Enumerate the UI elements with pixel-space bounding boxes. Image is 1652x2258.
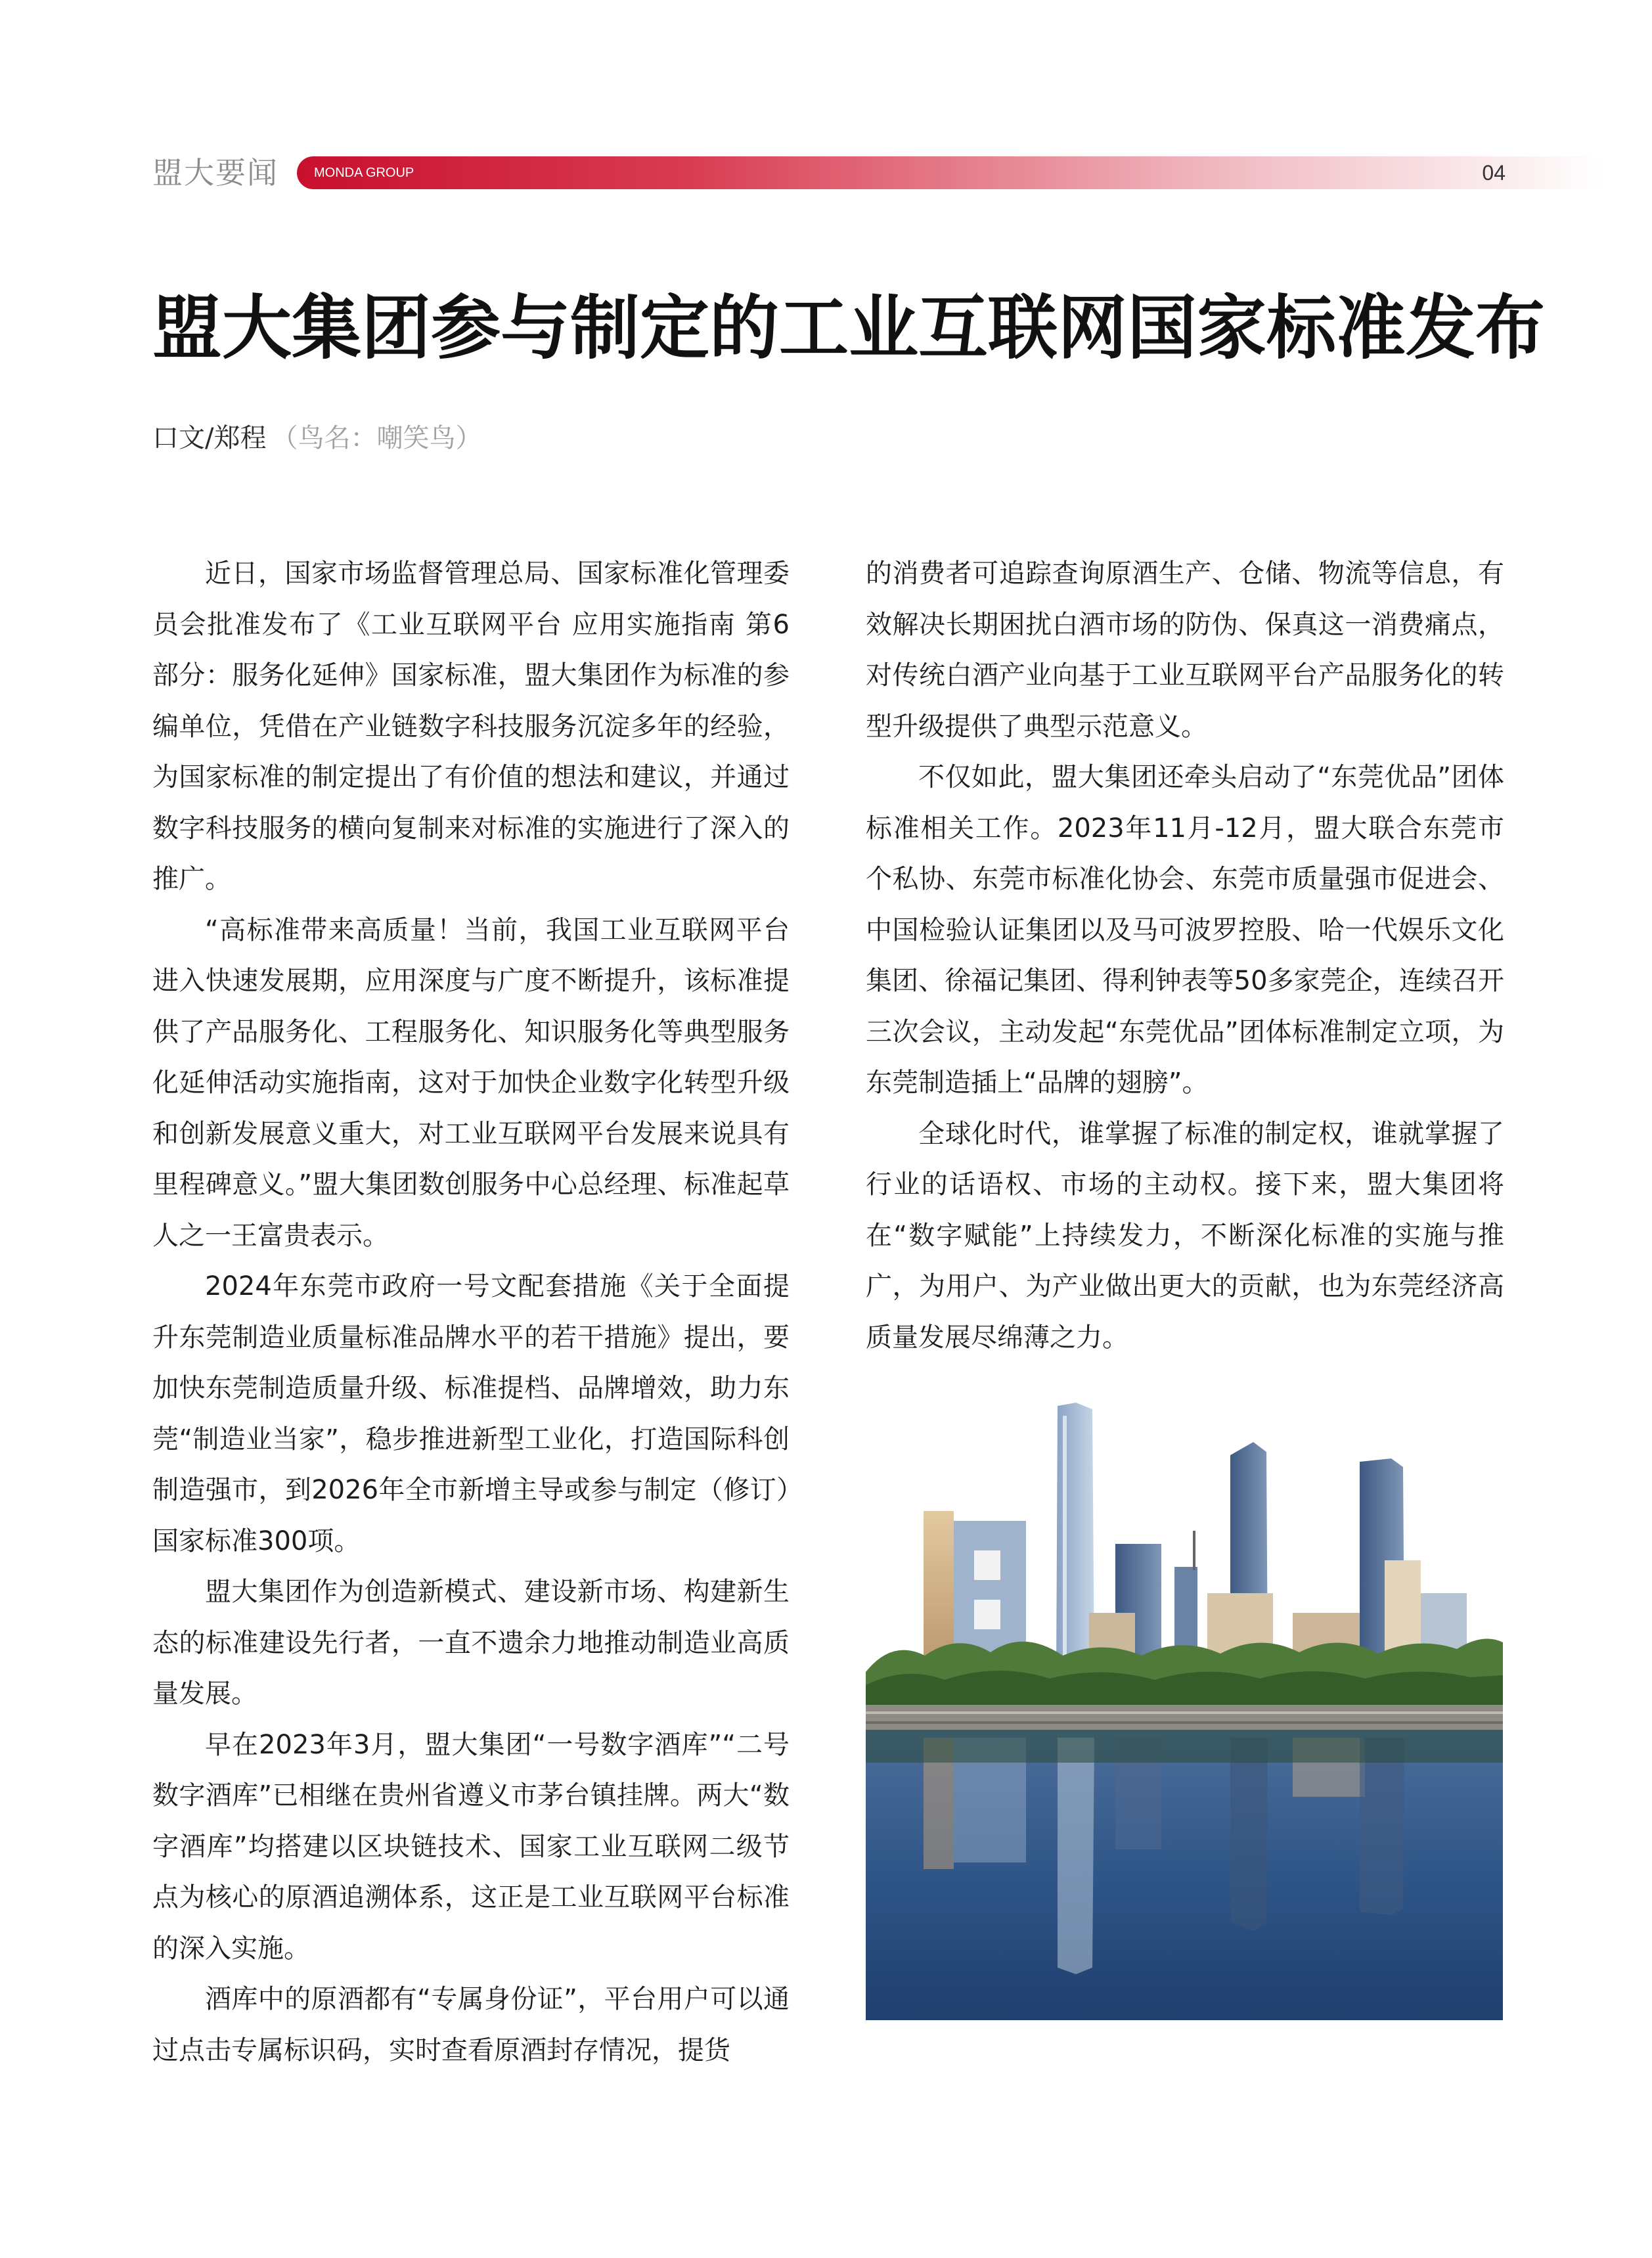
paragraph-continuation: 的消费者可追踪查询原酒生产、仓储、物流等信息，有效解决长期困扰白酒市场的防伪、保真这一消费痛点，对传统白酒产业向基于工业互联网平台产品服务化的转型升级提供了典型示范意义。: [866, 558, 1504, 742]
city-skyline-photo: [866, 1396, 1503, 2020]
paragraph: 早在2023年3月，盟大集团“一号数字酒库”“二号数字酒库”已相继在贵州省遵义市茅台镇挂牌。两大“数字酒库”均搭建以区块链技术、国家工业互联网二级节点为核心的原酒追溯体系，这正是工业互联网平台标准的深入实施。: [152, 1729, 790, 1964]
section-name: 盟大要闻: [152, 155, 279, 191]
paragraph: 不仅如此，盟大集团还牵头启动了“东莞优品”团体标准相关工作。2023年11月-12月，盟大联合东莞市个私协、东莞市标准化协会、东莞市质量强市促进会、中国检验认证集团以及马可波罗控股、哈一代娱乐文化集团、徐福记集团、得利钟表等50多家莞企，连续召开三次会议，主动发起“东莞优品”团体标准制定立项，为东莞制造插上“品牌的翅膀”。: [866, 762, 1504, 1098]
paragraph: “高标准带来高质量！当前，我国工业互联网平台进入快速发展期，应用深度与广度不断提升，该标准提供了产品服务化、工程服务化、知识服务化等典型服务化延伸活动实施指南，这对于加快企业数字化转型升级和创新发展意义重大，对工业互联网平台发展来说具有里程碑意义。”盟大集团数创服务中心总经理、标准起草人之一王富贵表示。: [152, 914, 790, 1251]
paragraph: 酒库中的原酒都有“专属身份证”，平台用户可以通过点击专属标识码，实时查看原酒封存情况，提货: [152, 1984, 790, 2066]
city-skyline-illustration: [866, 1396, 1503, 2020]
article-column-left: [152, 549, 790, 2076]
article-title: 盟大集团参与制定的工业互联网国家标准发布: [152, 288, 1545, 369]
paragraph: 近日，国家市场监督管理总局、国家标准化管理委员会批准发布了《工业互联网平台 应用实施指南 第6部分：服务化延伸》国家标准，盟大集团作为标准的参编单位，凭借在产业链数字科技服务沉淀多年的经验，为国家标准的制定提出了有价值的想法和建议，并通过数字科技服务的横向复制来对标准的实施进行了深入的推广。: [152, 558, 790, 894]
paragraph: 盟大集团作为创造新模式、建设新市场、构建新生态的标准建设先行者，一直不遗余力地推动制造业高质量发展。: [152, 1577, 790, 1709]
article-column-right: [866, 549, 1504, 1363]
byline-alias: （鸟名：嘲笑鸟）: [271, 423, 482, 453]
paragraph: 全球化时代，谁掌握了标准的制定权，谁就掌握了行业的话语权、市场的主动权。接下来，盟大集团将在“数字赋能”上持续发力，不断深化标准的实施与推广，为用户、为产业做出更大的贡献，也为东莞经济高质量发展尽绵薄之力。: [866, 1118, 1504, 1353]
paragraph: 2024年东莞市政府一号文配套措施《关于全面提升东莞制造业质量标准品牌水平的若干措施》提出，要加快东莞制造质量升级、标准提档、品牌增效，助力东莞“制造业当家”，稳步推进新型工业化，打造国际科创制造强市，到2026年全市新增主导或参与制定（修订）国家标准300项。: [152, 1271, 790, 1556]
byline: [152, 415, 481, 461]
page-number: 04: [1482, 161, 1506, 185]
byline-author: 口文/郑程: [152, 423, 267, 453]
brand-label: MONDA GROUP: [314, 166, 414, 180]
page-header: [152, 150, 1506, 196]
header-accent-bar: [297, 156, 1604, 189]
